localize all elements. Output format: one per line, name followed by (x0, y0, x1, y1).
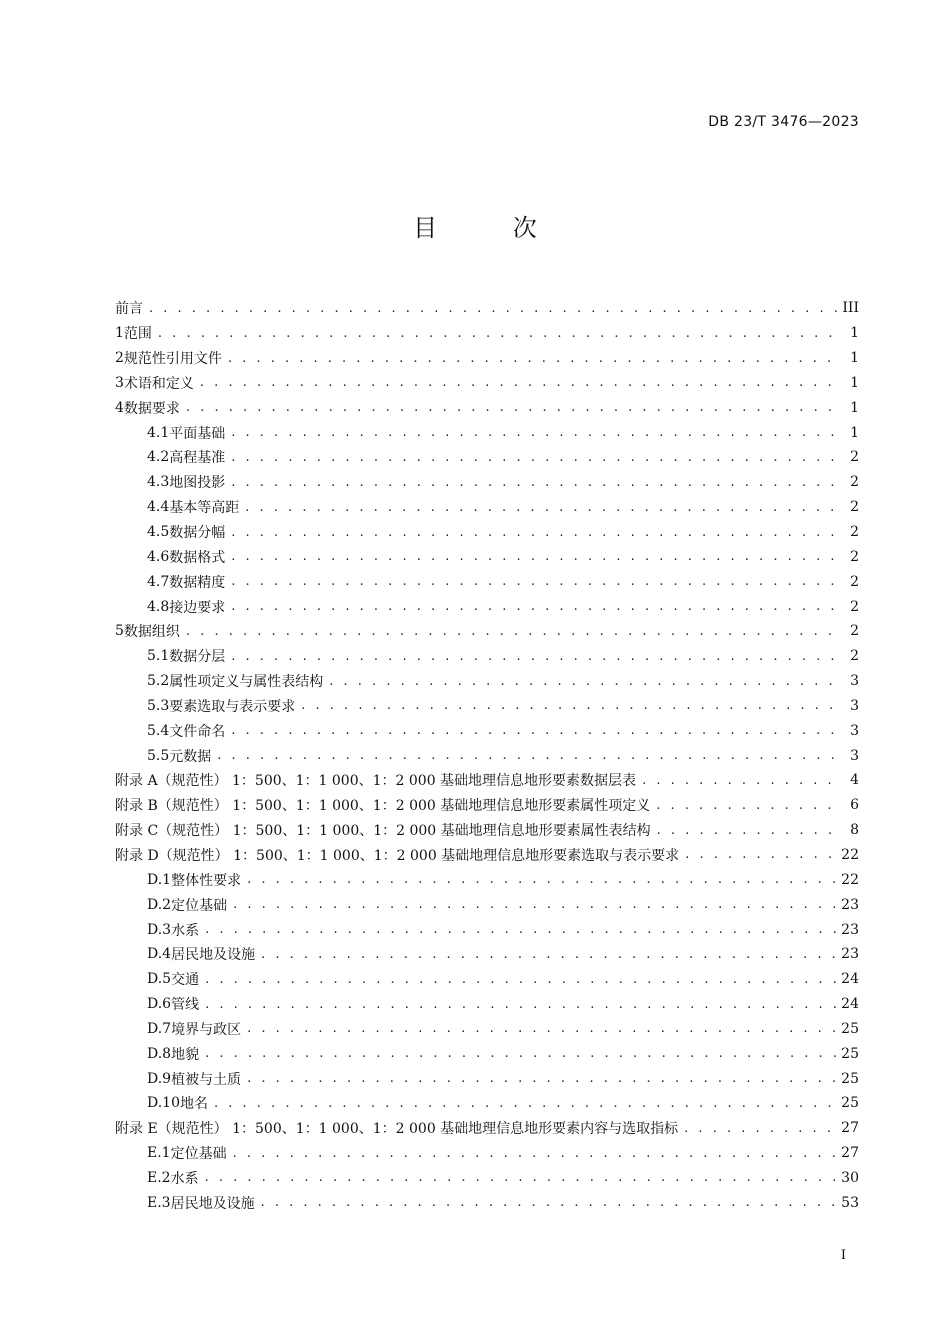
dot-leader (205, 922, 837, 937)
toc-entry-page: 25 (841, 1095, 859, 1112)
toc-entry-number: 5.1 (147, 648, 170, 665)
toc-entry-label: 平面基础 (169, 425, 226, 442)
toc-entry-number: D.7 (147, 1020, 172, 1037)
toc-entry-page: 2 (850, 573, 859, 590)
dot-leader (245, 500, 841, 515)
toc-entry-label: 属性项定义与属性表结构 (169, 674, 324, 691)
toc-entry-label: 基本等高距 (169, 500, 240, 517)
toc-entry-number: D.4 (147, 946, 172, 963)
toc-entry-number: 5.2 (147, 673, 170, 690)
dot-leader (656, 798, 841, 813)
toc-entry-page: 2 (850, 449, 859, 466)
dot-leader (228, 351, 841, 366)
toc-entry-label: 地名 (180, 1096, 208, 1113)
dot-leader (231, 649, 841, 664)
toc-entry-number: 4 (115, 399, 124, 416)
toc-entry-label: 接边要求 (169, 599, 226, 616)
dot-leader (205, 1170, 838, 1185)
toc-entry[interactable] (115, 544, 859, 569)
toc-entry-page: 6 (850, 797, 859, 814)
toc-entry[interactable] (115, 892, 859, 917)
dot-leader (684, 1121, 837, 1136)
toc-entry-page: 27 (841, 1145, 859, 1162)
toc-entry-page: 2 (850, 499, 859, 516)
toc-entry-page: 27 (841, 1120, 859, 1137)
toc-entry-label: 定位基础 (170, 1146, 227, 1163)
toc-entry-page: 22 (841, 846, 859, 863)
toc-entry-number: 4.6 (147, 548, 170, 565)
toc-entry-label: 地貌 (171, 1046, 200, 1063)
dot-leader (231, 425, 841, 440)
toc-entry-page: 3 (850, 747, 859, 764)
toc-entry-number: E.2 (147, 1169, 171, 1186)
toc-entry-label: 数据精度 (169, 574, 226, 591)
toc-entry-page: 3 (850, 697, 859, 714)
toc-entry-label: 整体性要求 (171, 872, 242, 889)
toc-entry-number: 5.4 (147, 722, 170, 739)
toc-entry-label: 管线 (171, 997, 200, 1014)
toc-entry[interactable] (115, 768, 859, 793)
toc-entry-number: D.1 (147, 871, 172, 888)
toc-entry-number: 2 (115, 350, 124, 367)
toc-entry-label: 植被与土质 (171, 1071, 242, 1088)
toc-entry[interactable] (115, 867, 859, 892)
dot-leader (186, 624, 841, 639)
toc-entry-label: 数据要求 (123, 400, 180, 417)
toc-entry[interactable] (115, 371, 859, 396)
toc-entry[interactable] (115, 1091, 859, 1116)
toc-entry-label: 居民地及设施 (171, 947, 256, 964)
toc-entry[interactable] (115, 743, 859, 768)
dot-leader (186, 400, 841, 415)
toc-entry-label: 前言 (115, 301, 143, 318)
toc-entry-page: 30 (841, 1169, 859, 1186)
toc-entry-number: 4.8 (147, 598, 170, 615)
toc-entry-label: 附录 C（规范性） 1：500、1：1 000、1：2 000 基础地理信息地形要素属性表结构 (115, 823, 651, 840)
dot-leader (231, 549, 841, 564)
toc-entry[interactable] (115, 644, 859, 669)
dot-leader (657, 823, 841, 838)
toc-entry[interactable] (115, 495, 859, 520)
toc-entry-page: 22 (841, 871, 859, 888)
dot-leader (214, 1096, 837, 1111)
toc-entry[interactable] (115, 445, 859, 470)
dot-leader (233, 1146, 838, 1161)
toc-entry-number: D.6 (147, 996, 172, 1013)
toc-entry-page: 24 (841, 971, 859, 988)
page-number: I (840, 1248, 846, 1263)
toc-entry-label: 高程基准 (169, 450, 226, 467)
toc-entry-number: D.8 (147, 1045, 172, 1062)
toc-entry-page: 4 (850, 772, 859, 789)
toc-entry-page: 2 (850, 548, 859, 565)
toc-entry-page: 2 (850, 474, 859, 491)
toc-entry-label: 数据组织 (123, 624, 180, 641)
dot-leader (231, 475, 841, 490)
toc-entry-page: 1 (850, 374, 859, 391)
toc-entry[interactable] (115, 296, 859, 321)
dot-leader (231, 599, 841, 614)
toc-entry-number: 4.4 (147, 499, 170, 516)
toc-entry[interactable] (115, 793, 859, 818)
toc-entry-number: 4.1 (147, 424, 170, 441)
toc-entry-page: 1 (850, 350, 859, 367)
toc-entry-label: 附录 A（规范性） 1：500、1：1 000、1：2 000 基础地理信息地形要素数据层表 (115, 773, 637, 790)
toc-entry-page: 1 (850, 424, 859, 441)
toc-entry-label: 规范性引用文件 (123, 351, 222, 368)
toc-entry-page: 1 (850, 399, 859, 416)
toc-entry-number: 1 (115, 325, 124, 342)
toc-entry-number: 5.3 (147, 697, 170, 714)
toc-entry[interactable] (115, 470, 859, 495)
toc-entry-label: 附录 D（规范性） 1：500、1：1 000、1：2 000 基础地理信息地形要素选取与表示要求 (115, 847, 680, 864)
toc-entry-label: 数据分层 (169, 649, 226, 666)
dot-leader (231, 450, 841, 465)
toc-entry-label: 水系 (170, 1170, 199, 1187)
toc-entry-page: 3 (850, 722, 859, 739)
dot-leader (329, 674, 841, 689)
dot-leader (261, 1195, 838, 1210)
toc-entry[interactable] (115, 569, 859, 594)
dot-leader (231, 723, 841, 738)
dot-leader (261, 947, 837, 962)
toc-entry-label: 境界与政区 (171, 1021, 242, 1038)
toc-entry[interactable] (115, 967, 859, 992)
toc-entry[interactable] (115, 619, 859, 644)
toc-entry-page: 25 (841, 1045, 859, 1062)
toc-entry-label: 数据分幅 (169, 525, 226, 542)
toc-entry-label: 数据格式 (169, 549, 226, 566)
toc-entry[interactable] (115, 1016, 859, 1041)
toc-entry-number: 4.7 (147, 573, 170, 590)
dot-leader (685, 847, 837, 862)
page-title: 目 次 (413, 214, 571, 242)
toc-entry-page: 2 (850, 648, 859, 665)
toc-entry-number: 4.2 (147, 449, 170, 466)
toc-entry-number: 4.3 (147, 474, 170, 491)
toc-entry-number: D.9 (147, 1070, 172, 1087)
dot-leader (149, 301, 838, 316)
toc-entry[interactable] (115, 1141, 859, 1166)
toc-entry[interactable] (115, 669, 859, 694)
toc-entry-number: D.2 (147, 896, 172, 913)
toc-entry[interactable] (115, 520, 859, 545)
toc-entry-number: D.3 (147, 921, 172, 938)
toc-entry-page: 53 (841, 1194, 859, 1211)
toc-entry[interactable] (115, 346, 859, 371)
toc-entry-label: 术语和定义 (123, 375, 194, 392)
toc-entry-number: E.3 (147, 1194, 171, 1211)
toc-entry-label: 交通 (171, 972, 200, 989)
toc-entry[interactable] (115, 395, 859, 420)
toc-entry[interactable] (115, 1116, 859, 1141)
table-of-contents (115, 296, 859, 1215)
toc-entry-number: 4.5 (147, 524, 170, 541)
toc-entry-label: 文件命名 (169, 723, 226, 740)
toc-entry-label: 范围 (123, 326, 152, 343)
toc-entry[interactable] (115, 594, 859, 619)
toc-entry[interactable] (115, 843, 859, 868)
toc-entry-label: 地图投影 (169, 475, 226, 492)
toc-entry-page: 23 (841, 946, 859, 963)
dot-leader (642, 773, 841, 788)
dot-leader (233, 897, 837, 912)
toc-entry-label: 元数据 (169, 748, 212, 765)
toc-entry-page: 23 (841, 921, 859, 938)
toc-entry-page: 25 (841, 1020, 859, 1037)
toc-entry[interactable] (115, 1190, 859, 1215)
dot-leader (217, 748, 841, 763)
toc-entry-page: 8 (850, 822, 859, 839)
toc-entry-number: 5.5 (147, 747, 170, 764)
dot-leader (247, 1021, 837, 1036)
toc-entry[interactable] (115, 917, 859, 942)
toc-entry[interactable] (115, 718, 859, 743)
document-code: DB 23/T 3476—2023 (708, 114, 859, 130)
dot-leader (205, 972, 837, 987)
dot-leader (247, 872, 837, 887)
toc-entry-number: D.5 (147, 971, 172, 988)
toc-entry-label: 附录 E（规范性） 1：500、1：1 000、1：2 000 基础地理信息地形要素内容与选取指标 (115, 1121, 679, 1138)
dot-leader (301, 698, 841, 713)
toc-entry-page: 2 (850, 623, 859, 640)
toc-entry-page: 2 (850, 524, 859, 541)
toc-entry-label: 附录 B（规范性） 1：500、1：1 000、1：2 000 基础地理信息地形要素属性项定义 (115, 798, 651, 815)
toc-entry-number: 5 (115, 623, 124, 640)
toc-entry-label: 居民地及设施 (170, 1195, 255, 1212)
toc-entry-page: 25 (841, 1070, 859, 1087)
toc-entry-number: D.10 (147, 1095, 180, 1112)
toc-entry-page: 3 (850, 673, 859, 690)
dot-leader (200, 375, 841, 390)
dot-leader (231, 525, 841, 540)
toc-entry-label: 要素选取与表示要求 (169, 698, 296, 715)
dot-leader (231, 574, 841, 589)
toc-entry-label: 定位基础 (171, 897, 228, 914)
dot-leader (158, 326, 841, 341)
toc-entry[interactable] (115, 321, 859, 346)
dot-leader (205, 1046, 837, 1061)
toc-entry[interactable] (115, 694, 859, 719)
toc-entry[interactable] (115, 1066, 859, 1091)
toc-entry-label: 水系 (171, 922, 200, 939)
toc-entry[interactable] (115, 1166, 859, 1191)
dot-leader (205, 997, 837, 1012)
toc-entry[interactable] (115, 992, 859, 1017)
toc-entry-number: 3 (115, 374, 124, 391)
toc-entry[interactable] (115, 942, 859, 967)
toc-entry[interactable] (115, 420, 859, 445)
toc-entry-page: III (842, 300, 859, 317)
toc-entry-number: E.1 (147, 1145, 171, 1162)
toc-entry-page: 23 (841, 896, 859, 913)
toc-entry[interactable] (115, 818, 859, 843)
dot-leader (247, 1071, 837, 1086)
toc-entry-page: 2 (850, 598, 859, 615)
toc-entry[interactable] (115, 1041, 859, 1066)
toc-entry-page: 1 (850, 325, 859, 342)
toc-entry-page: 24 (841, 996, 859, 1013)
